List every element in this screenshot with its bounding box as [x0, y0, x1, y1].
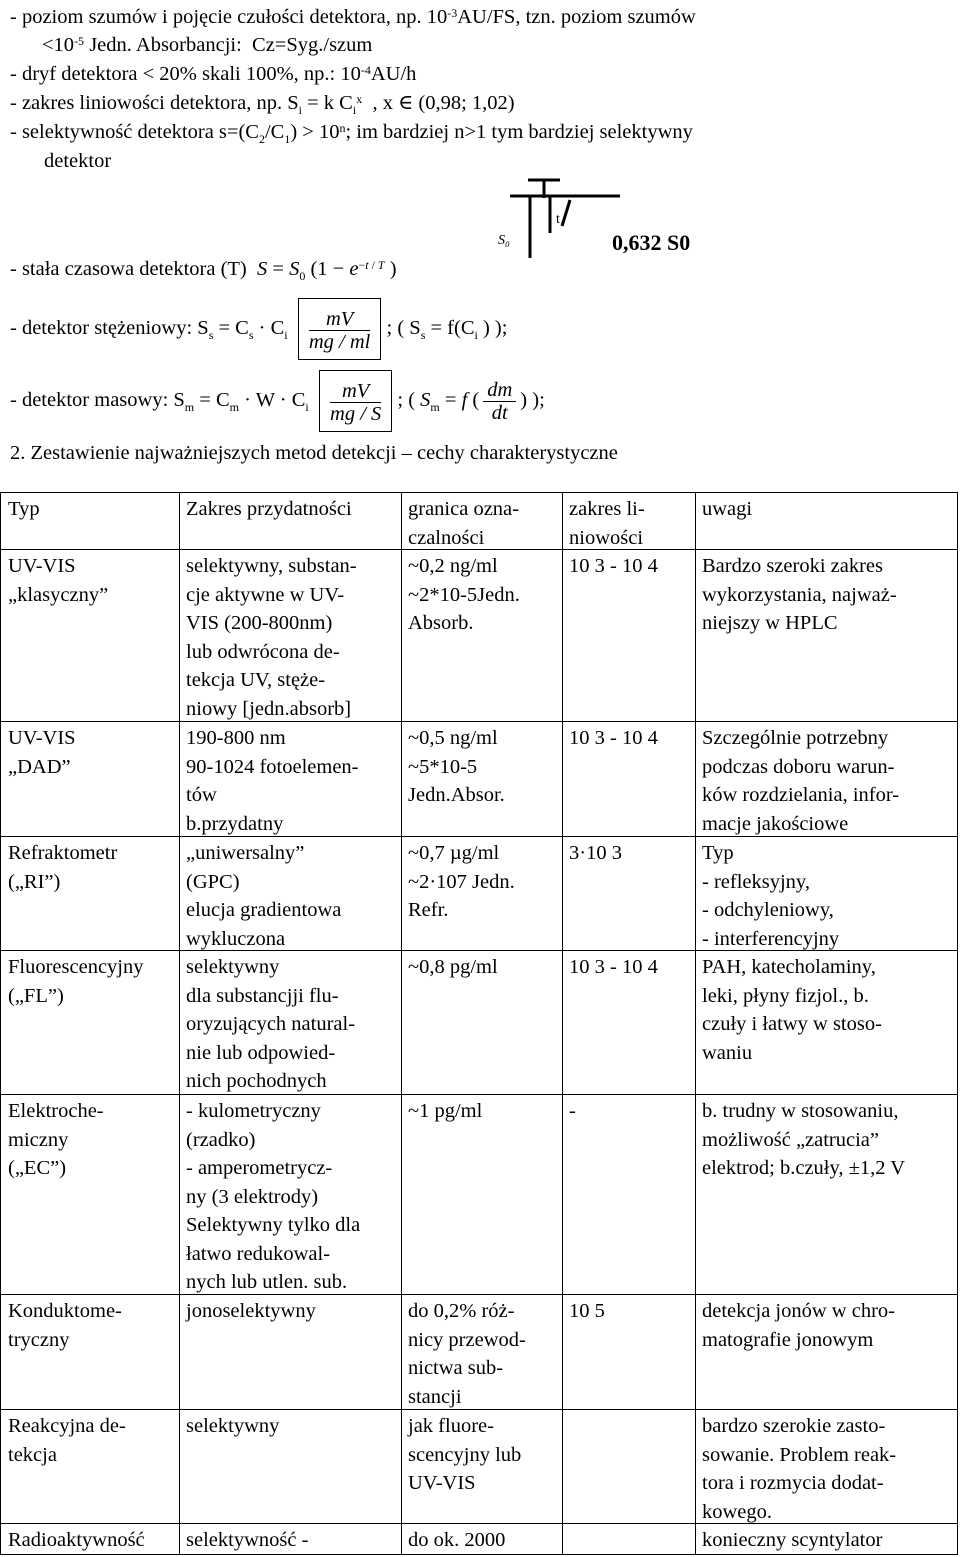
table-cell: [562, 1524, 695, 1526]
text-line-selectivity-2: detektor: [44, 150, 112, 172]
table-cell: „uniwersalny” (GPC) elucja gradientowa wykluczona: [186, 842, 342, 950]
svg-text:t: t: [556, 212, 560, 227]
table-cell: 190-800 nm 90-1024 fotoelemen- tów b.przydatny: [186, 727, 359, 835]
svg-text:S₀: S₀: [498, 233, 510, 248]
table-cell: 10 5: [569, 1300, 605, 1322]
table-cell: ~0,5 ng/ml ~5*10-5 Jedn.Absor.: [408, 727, 505, 806]
table-cell: UV-VIS „DAD”: [8, 727, 76, 778]
table-cell: konieczny scyntylator: [702, 1529, 883, 1551]
text-line-noise: - poziom szumów i pojęcie czułości detektora, np. $10^{-3}AU/FS$, tzn. poziom szumów: [10, 6, 696, 28]
header-cell: Typ: [8, 498, 40, 520]
table-cell: selektywność -: [186, 1529, 309, 1551]
table-cell: bardzo szerokie zasto- sowanie. Problem reak- tora i rozmycia dodat- kowego.: [702, 1415, 897, 1523]
table-cell: Szczególnie potrzebny podczas doboru warun- ków rozdzielania, infor- macje jakościowe: [702, 727, 900, 835]
text-line-mass-detector: - detektor masowy: $S_m = C_m \cdot W \cdot C_i$ $\frac{mV}{mg / S}$ ; ( $S_m = f$ ( $\frac{dm}{dt}$ ) );: [10, 370, 545, 430]
table-cell: 3·10 3: [569, 842, 622, 864]
table-cell: - kulometryczny (rzadko) - amperometrycz- ny (3 elektrody) Selektywny tylko dla łatwo redukowal- nych lub utlen. sub.: [186, 1100, 361, 1293]
section-heading: 2. Zestawienie najważniejszych metod detekcji – cechy charakterystyczne: [10, 442, 618, 464]
table-cell: do 0,2% róż- nicy przewod- nictwa sub- stancji: [408, 1300, 526, 1408]
text-line-conc-detector: - detektor stężeniowy: $S_s = C_s \cdot C_i$ $\frac{mV}{mg / ml}$ ; ( $S_s = f(C_i$ ) );: [10, 298, 507, 358]
table-cell: do ok. 2000: [408, 1529, 506, 1551]
table-cell: Fluorescencyjny („FL”): [8, 956, 144, 1007]
text-line-drift: - dryf detektora < 20% skali 100%, np.: $10^{-4}AU/h$: [10, 63, 417, 85]
text-line-time-constant: - stała czasowa detektora (T) $S = S_0$ ($1 - e^{-t / T}$ ): [10, 258, 397, 284]
table-cell: ~0,2 ng/ml ~2*10-5Jedn. Absorb.: [408, 555, 520, 634]
text-line-linearity: - zakres liniowości detektora, np. $S_i = k$ $C_i^x$ , x ∈ (0,98; 1,02): [10, 92, 515, 118]
table-cell: selektywny: [186, 1415, 280, 1437]
table-cell: Typ - refleksyjny, - odchyleniowy, - interferencyjny: [702, 842, 840, 950]
table-cell: Konduktome- tryczny: [8, 1300, 122, 1351]
table-cell: UV-VIS „klasyczny”: [8, 555, 109, 606]
table-cell: [562, 1410, 695, 1412]
header-cell: zakres li- niowości: [569, 498, 645, 549]
header-cell: uwagi: [702, 498, 753, 520]
table-cell: ~0,8 pg/ml: [408, 956, 498, 978]
table-cell: detekcja jonów w chro- matografie jonowym: [702, 1300, 895, 1351]
text-line-selectivity: - selektywność detektora $s=(C_2/C_1) > 10^n$; im bardziej n>1 tym bardziej selektywny: [10, 121, 693, 147]
time-constant-sketch: [490, 178, 630, 278]
table-cell: Refraktometr („RI”): [8, 842, 118, 893]
table-cell: ~0,7 µg/ml ~2·107 Jedn. Refr.: [408, 842, 515, 921]
table-cell: Reakcyjna de- tekcja: [8, 1415, 126, 1466]
table-cell: Elektroche- miczny („EC”): [8, 1100, 104, 1179]
table-cell: PAH, katecholaminy, leki, płyny fizjol., b. czuły i łatwy w stoso- waniu: [702, 956, 882, 1064]
table-cell: jak fluore- scencyjny lub UV-VIS: [408, 1415, 522, 1494]
table-cell: -: [569, 1100, 576, 1122]
sketch-label: 0,632 S0: [612, 230, 691, 255]
table-cell: jonoselektywny: [186, 1300, 316, 1322]
table-cell: 10 3 - 10 4: [569, 727, 658, 749]
table-cell: Radioaktywność: [8, 1529, 145, 1551]
table-cell: Bardzo szeroki zakres wykorzystania, najważ- niejszy w HPLC: [702, 555, 897, 634]
header-cell: Zakres przydatności: [186, 498, 352, 520]
table-header-row: [1, 493, 957, 549]
table-cell: 10 3 - 10 4: [569, 956, 658, 978]
text-line-noise-2: $<10^{-5}$ Jedn. Absorbancji: Cz=Syg./szum: [42, 34, 373, 56]
table-cell: selektywny, substan- cje aktywne w UV- VIS (200-800nm) lub odwrócona de- tekcja UV, stęże- niowy [jedn.absorb]: [186, 555, 357, 720]
table-cell: b. trudny w stosowaniu, możliwość „zatrucia” elektrod; b.czuły, ±1,2 V: [702, 1100, 906, 1179]
table-cell: ~1 pg/ml: [408, 1100, 483, 1122]
table-cell: selektywny dla substancjji flu- oryzujących natural- nie lub odpowied- nich pochodnych: [186, 956, 356, 1092]
header-cell: granica ozna- czalności: [408, 498, 519, 549]
table-cell: 10 3 - 10 4: [569, 555, 658, 577]
detectors-table: [0, 492, 958, 1555]
